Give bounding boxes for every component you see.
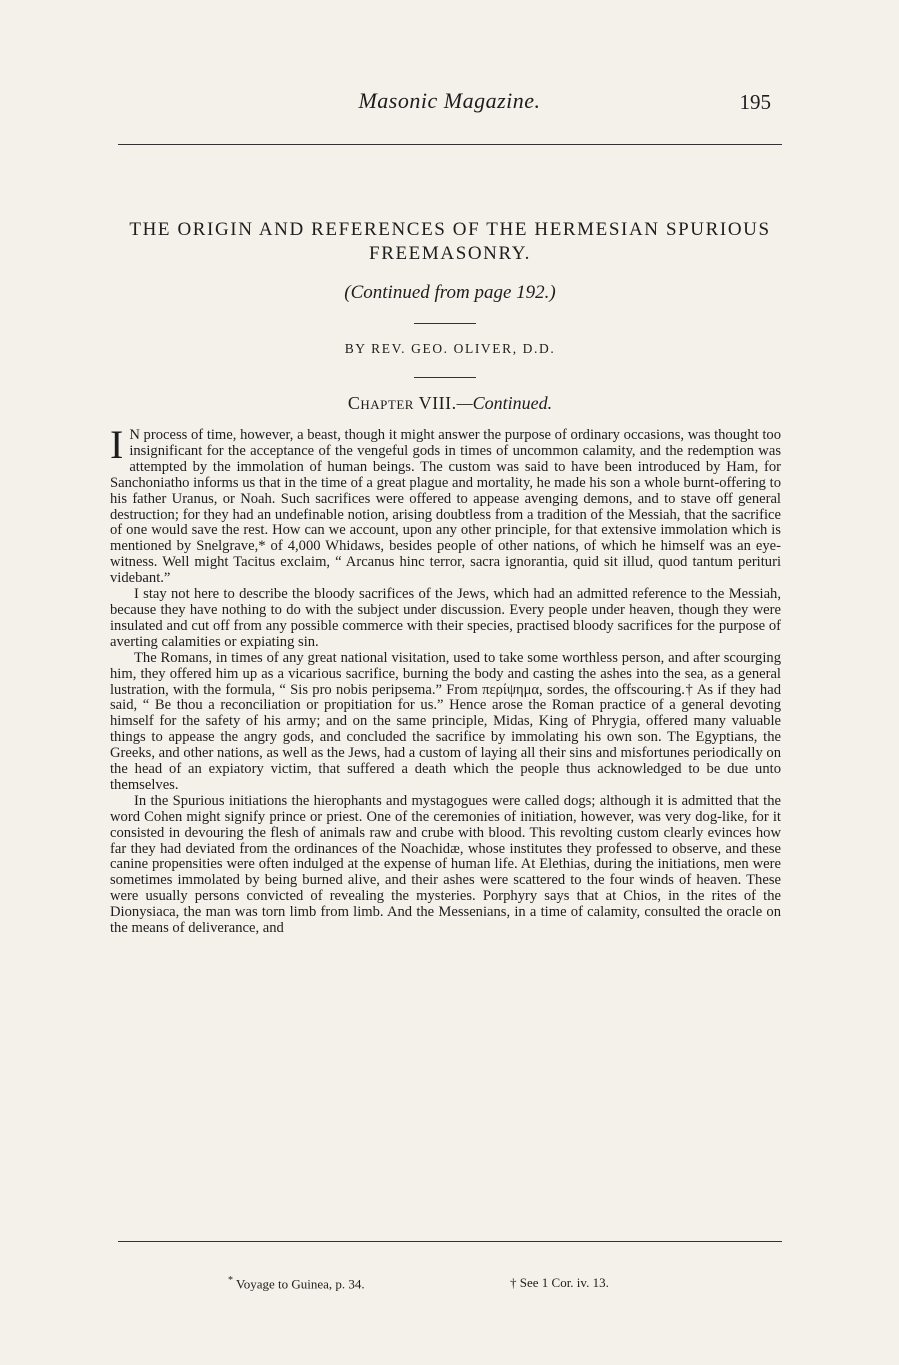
chapter-suffix: —Continued. [456,393,553,413]
footnote-text: Voyage to Guinea, p. 34. [236,1276,365,1292]
article-title: THE ORIGIN AND REFERENCES OF THE HERMESIAN SPURIOUS FREEMASONRY. [129,219,771,264]
page-number: 195 [739,90,771,114]
drop-cap: I [110,422,124,467]
footnote-mark: † [510,1275,517,1290]
continued-note: (Continued from page 192.) [344,282,556,303]
running-title: Masonic Magazine. [358,88,541,113]
running-head [0,88,899,122]
article-body [110,422,781,937]
chapter-heading [118,393,782,414]
footnote-text: See 1 Cor. iv. 13. [519,1275,609,1290]
footnote-mark: * [228,1275,233,1286]
byline: BY REV. GEO. OLIVER, D.D. [344,341,556,356]
footnote [510,1275,609,1291]
title-rule [414,323,476,324]
header-rule [118,144,782,145]
paragraph [110,422,781,587]
paragraph: The Romans, in times of any great national visitation, used to take some worthless person, and after scourging him, they offered him up as a vicarious sacrifice, burning the body and casting the ashes into the sea, as a general lustration, with the formula, “ Sis pro nobis peripsema.” From περίψημα, sordes, the offscouring.† As if they had said, “ Be thou a reconciliation or propitiation for us.” Hence arose the Roman practice of a general devoting himself for the safety of his army; and on the same principle, Midas, King of Phrygia, offered many valuable things to appease the angry gods, and concluded the sacrifice by immolating his own son. The Egyptians, the Greeks, and other nations, as well as the Jews, had a custom of laying all their sins and misfortunes periodically on the head of an expiatory victim, that suffered a death which the people thus acknowledged to be due unto themselves. [110,649,781,793]
byline-rule [414,377,476,378]
footnote-rule [118,1241,782,1242]
chapter-label: Chapter VIII. [347,393,457,413]
paragraph-text: N process of time, however, a beast, though it might answer the purpose of ordinary occasions, was thought too insignificant for the acceptance of the vengeful gods in times of uncommon calamity, and the redemption was attempted by the immolation of human beings. The custom was said to have been introduced by Ham, for Sanchoniatho informs us that in the time of a great plague and mortality, he made his son a whole burnt-offering to his father Uranus, or Noah. Such sacrifices were offered to appease avenging demons, and to stave off general destruction; for they had an undefinable notion, arising doubtless from a tradition of the Messiah, that the sacrifice of one would save the rest. How can we account, upon any other principle, for that extensive immolation which is mentioned by Snelgrave,* of 4,000 Whidaws, besides people of other nations, of which he himself was an eye-witness. Well might Tacitus exclaim, “ Arcanus hinc terror, sacra ignorantia, quid sit illud, quod tantum perituri videbant.” [110,427,781,587]
paragraph: In the Spurious initiations the hierophants and mystagogues were called dogs; although it is admitted that the word Cohen might signify prince or priest. One of the ceremonies of initiation, however, was very dog-like, for it consisted in devouring the flesh of animals raw and crube with blood. This revolting custom clearly evinces how far they had deviated from the ordinances of the Noachidæ, whose institutes they professed to observe, and these canine propensities were often indulged at the expense of human life. At Elethias, during the initiations, men were sometimes immolated by being burned alive, and their ashes were scattered to the four winds of heaven. These were usually persons convicted of revealing the mysteries. Porphyry says that at Chios, in the rites of the Dionysiaca, the man was torn limb from limb. And the Messenians, in a time of calamity, consulted the oracle on the means of deliverance, and [110,792,781,937]
paragraph: I stay not here to describe the bloody sacrifices of the Jews, which had an admitted reference to the Messiah, because they have nothing to do with the subject under discussion. Every people under heaven, though they were insulated and cut off from any possible commerce with their species, practised bloody sacrifices for the purpose of averting calamities or expiating sin. [110,586,781,650]
footnote [228,1275,365,1292]
